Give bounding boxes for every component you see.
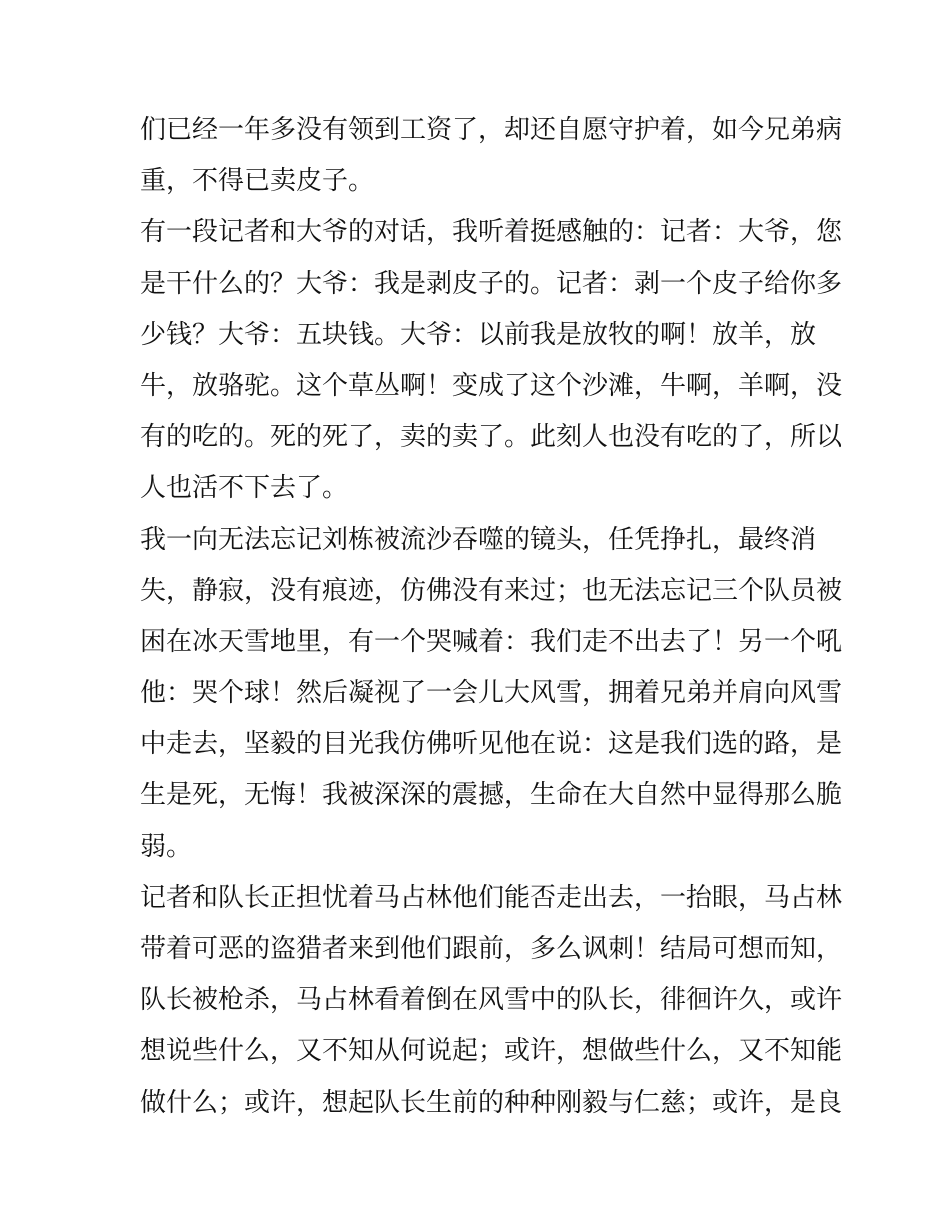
text-line: 少钱？大爷：五块钱。大爷：以前我是放牧的啊！放羊，放: [140, 319, 817, 350]
text-line: 人也活不下去了。: [140, 473, 349, 504]
text-line: 是干什么的？大爷：我是剥皮子的。记者：剥一个皮子给你多: [140, 268, 843, 299]
text-line: 中走去，坚毅的目光我仿佛听见他在说：这是我们选的路，是: [140, 729, 843, 760]
text-line: 生是死，无悔！我被深深的震撼，生命在大自然中显得那么脆: [140, 780, 843, 811]
text-line: 做什么；或许，想起队长生前的种种刚毅与仁慈；或许，是良: [140, 1087, 843, 1118]
text-line: 队长被枪杀，马占林看着倒在风雪中的队长，徘徊许久，或许: [140, 985, 843, 1016]
text-line: 牛，放骆驼。这个草丛啊！变成了这个沙滩，牛啊，羊啊，没: [140, 370, 843, 401]
text-line: 失，静寂，没有痕迹，仿佛没有来过；也无法忘记三个队员被: [140, 575, 843, 606]
text-line: 困在冰天雪地里，有一个哭喊着：我们走不出去了！另一个吼: [140, 626, 843, 657]
text-line: 有一段记者和大爷的对话，我听着挺感触的：记者：大爷，您: [140, 217, 843, 248]
text-line: 弱。: [140, 831, 193, 862]
text-line: 我一向无法忘记刘栋被流沙吞噬的镜头，任凭挣扎，最终消: [140, 524, 817, 555]
text-line: 带着可恶的盗猎者来到他们跟前，多么讽刺！结局可想而知，: [140, 934, 843, 964]
text-line: 重，不得已卖皮子。: [140, 166, 375, 197]
text-line: 想说些什么，又不知从何说起；或许，想做些什么，又不知能: [140, 1036, 843, 1067]
text-line: 们已经一年多没有领到工资了，却还自愿守护着，如今兄弟病: [140, 115, 843, 145]
text-line: 他：哭个球！然后凝视了一会儿大风雪，拥着兄弟并肩向风雪: [140, 678, 843, 709]
body-text: [140, 105, 843, 1129]
text-line: 有的吃的。死的死了，卖的卖了。此刻人也没有吃的了，所以: [140, 422, 843, 453]
text-line: 记者和队长正担忧着马占林他们能否走出去，一抬眼，马占林: [140, 882, 843, 913]
